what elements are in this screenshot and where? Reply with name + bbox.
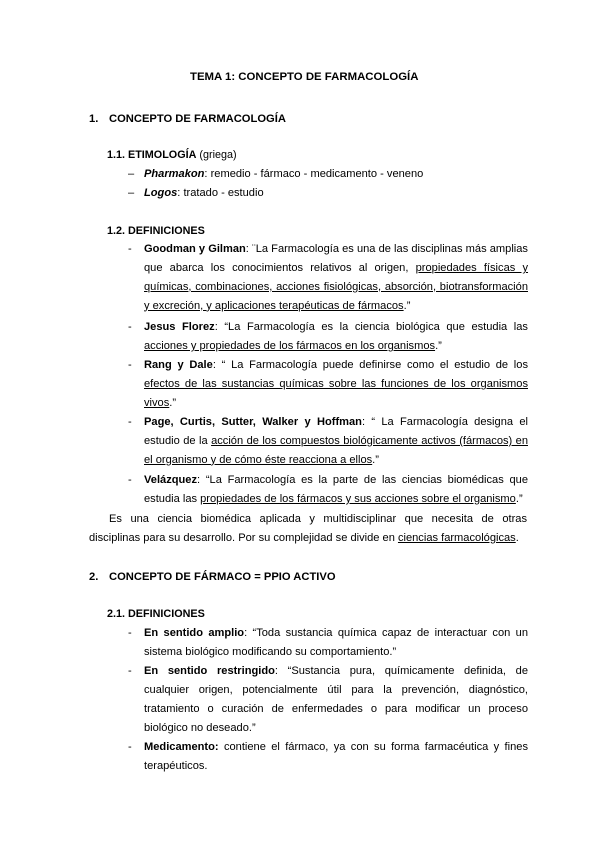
definition-text: : ¨La Farmacología es una de las disciplinas más amplias que abarca los conocimientos relativos al origen, [144,243,528,274]
bullet-marker: - [128,416,132,428]
definition-item [128,738,528,776]
bullet-marker: - [128,665,132,677]
definition-author: Jesus Florez [144,321,215,333]
definition-item [128,240,528,316]
definition-end: .” [372,453,379,466]
definition-underlined: acción de los compuestos biológicamente activos (fármacos) en el organismo y de cómo éste reacciona a ellos [144,434,528,466]
bullet-marker: - [128,321,132,333]
definition-end: .” [435,339,442,352]
definition-term: En sentido restringido [144,665,275,677]
bullet-marker: - [128,474,132,486]
section-1-title: CONCEPTO DE FARMACOLOGÍA [109,113,286,125]
definition-text: : “Toda sustancia química capaz de interactuar con un sistema biológico modificando su comportamiento.” [144,627,528,658]
definition-term: Medicamento: [144,741,219,753]
etymology-meaning: : tratado - estudio [177,187,264,199]
subsection-1-1-heading [107,146,237,165]
definition-end: .” [403,299,411,312]
definition-underlined: propiedades físicas y químicas, combinaciones, acciones fisiológicas, absorción, biotransformación y excreción, y aplicaciones terapéuticas de fármacos [144,261,529,312]
section-1-heading [89,110,286,129]
definition-underlined: efectos de las sustancias químicas sobre las funciones de los organismos vivos [144,377,528,409]
subsection-1-2-heading: 1.2. DEFINICIONES [107,225,205,237]
section-2-heading [89,568,336,587]
etymology-term: Pharmakon [144,168,205,180]
paragraph-underlined: ciencias farmacológicas [397,531,516,544]
definition-text: : “ La Farmacología designa el estudio de la [144,416,528,447]
definition-item [128,662,528,738]
etymology-term: Logos [144,187,178,199]
definition-text: contiene el fármaco, ya con su forma farmacéutica y fines terapéuticos. [144,741,528,772]
definition-text: : “ La Farmacología puede definirse como el estudio de los [212,359,528,371]
dash-marker: – [128,168,135,180]
definition-text: : “La Farmacología es la parte de las ciencias biomédicas que estudia las [144,474,528,505]
bullet-marker: - [128,627,132,639]
definition-text: : “Sustancia pura, químicamente definida, de cualquier origen, potencialmente útil para la prevención, diagnóstico, tratamiento o curación de enfermedades o para modificar un proceso biológico no deseado.” [144,665,528,734]
definition-underlined: propiedades de los fármacos y sus acciones sobre el organismo [200,492,516,505]
bullet-marker: - [128,243,132,255]
document-title: TEMA 1: CONCEPTO DE FARMACOLOGÍA [190,71,419,83]
definition-end: .” [515,492,523,505]
paragraph-text: Es una ciencia biomédica aplicada y multidisciplinar que necesita de otras disciplinas para su desarrollo. Por su complejidad se divide en [89,513,527,544]
section-1-number: 1. [89,113,99,125]
bullet-marker: - [128,359,132,371]
bullet-marker: - [128,741,132,753]
definition-author: Page, Curtis, Sutter, Walker y Hoffman [144,416,362,428]
section-2-number: 2. [89,571,99,583]
definition-author: Goodman y Gilman [144,243,246,255]
section-2-title: CONCEPTO DE FÁRMACO = PPIO ACTIVO [109,571,336,583]
definition-item [128,356,528,413]
definition-term: En sentido amplio [144,627,245,639]
definition-item [128,624,528,662]
paragraph-end: . [515,531,519,544]
etymology-meaning: : remedio - fármaco - medicamento - veneno [204,168,424,180]
etymology-item [128,165,528,184]
definition-item [128,318,528,356]
subsection-1-1-title: 1.1. ETIMOLOGÍA [107,149,197,161]
definition-item [128,413,528,470]
definition-item [128,471,528,509]
subsection-2-1-heading: 2.1. DEFINICIONES [107,608,205,620]
summary-paragraph [89,510,527,548]
subsection-1-1-note: (griega) [196,149,237,161]
definition-end: .” [169,396,177,409]
etymology-item [128,184,528,203]
dash-marker: – [128,187,135,199]
definition-author: Rang y Dale [144,359,213,371]
definition-author: Velázquez [144,474,198,486]
definition-underlined: acciones y propiedades de los fármacos en los organismos [144,339,436,352]
definition-text: : “La Farmacología es la ciencia biológica que estudia las [214,321,528,333]
